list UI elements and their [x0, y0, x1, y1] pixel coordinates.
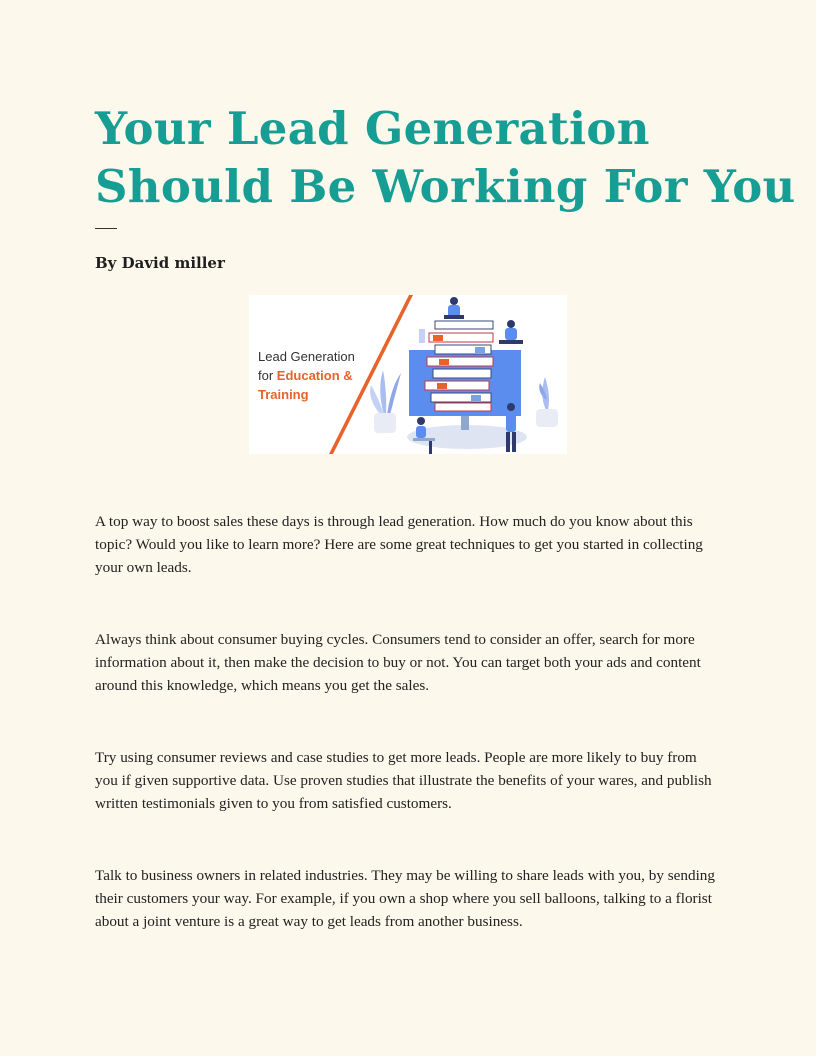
paragraph: A top way to boost sales these days is through lead generation. How much do you know about this topic? Would you like to learn more? Here are some great techniques to get you started in collecting your own leads.	[95, 513, 703, 576]
monitor-stand	[461, 416, 469, 430]
title-line-1: Your Lead Generation	[95, 102, 650, 155]
hero-caption-highlight: Education &	[276, 368, 353, 383]
person-sitting-top-icon	[444, 297, 464, 319]
paragraph: Talk to business owners in related industries. They may be willing to share leads with you, by sending their customers your way. For example, if you own a shop where you sell balloons, talking to a florist about a joint venture is a great way to get leads from another business.	[95, 867, 715, 930]
plant-left-icon	[370, 370, 401, 433]
plant-right-icon	[536, 377, 558, 427]
title-line-2: Should Be Working For You	[95, 160, 796, 213]
hero-caption-prefix: for	[258, 368, 277, 383]
lead-generation-illustration	[249, 295, 567, 454]
author-byline: By David miller	[95, 254, 225, 272]
book-stack-icon	[425, 321, 493, 411]
paragraph: Always think about consumer buying cycles. Consumers tend to consider an offer, search for more information about it, then make the decision to buy or not. You can target both your ads and content around this knowledge, which means you get the sales.	[95, 631, 701, 694]
hero-caption-line-2	[258, 368, 353, 383]
hero-caption-line-3: Training	[258, 387, 309, 402]
title-divider	[95, 228, 117, 229]
hero-image	[249, 295, 567, 454]
person-sitting-right-icon	[499, 320, 523, 344]
hero-caption-line-1: Lead Generation	[258, 349, 355, 364]
article-title	[95, 100, 796, 216]
small-vase-icon	[419, 329, 425, 343]
paragraph: Try using consumer reviews and case studies to get more leads. People are more likely to buy from you if given supportive data. Use proven studies that illustrate the benefits of your wares, and publish written testimonials given to you from satisfied customers.	[95, 749, 712, 812]
